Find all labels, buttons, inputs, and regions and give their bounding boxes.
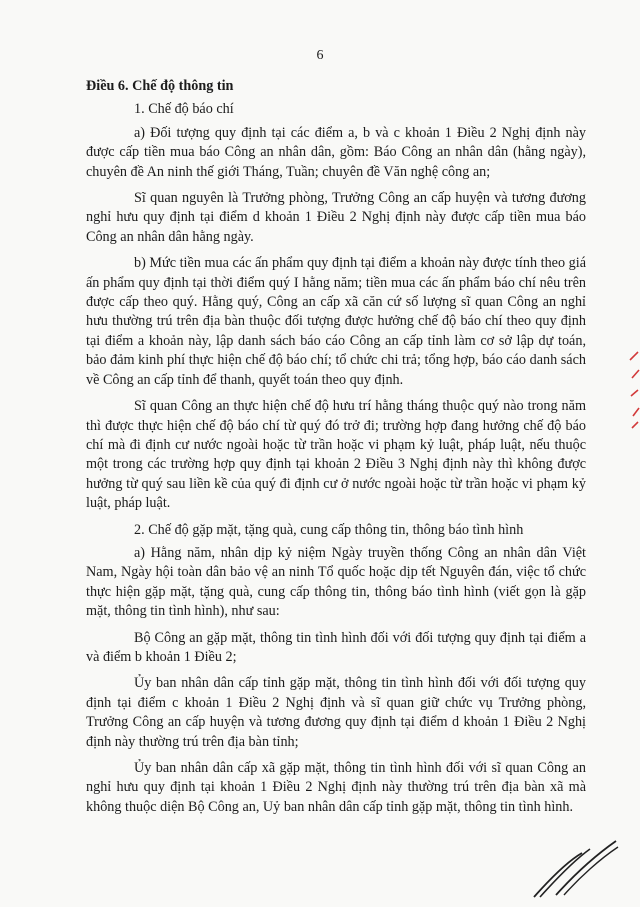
paragraph: Sĩ quan nguyên là Trưởng phòng, Trưởng Công an cấp huyện và tương đương nghỉ hưu quy định tại điểm d khoản 1 Điều 2 Nghị định này được cấp tiền mua báo Công an nhân dân hằng ngày. xyxy=(86,190,586,245)
paragraph: a) Hằng năm, nhân dịp kỷ niệm Ngày truyền thống Công an nhân dân Việt Nam, Ngày hội toàn dân bảo vệ an ninh Tổ quốc hoặc dịp tết Nguyên đán, việc tổ chức thực hiện gặp mặt, tặng quà, cung cấp thông tin, thông báo tình hình (viết gọn là gặp mặt, thông tin tình hình), như sau: xyxy=(86,544,586,620)
paragraph: a) Đối tượng quy định tại các điểm a, b và c khoản 1 Điều 2 Nghị định này được cấp tiền mua báo Công an nhân dân, gồm: Báo Công an nhân dân (hằng ngày), chuyên đề An ninh thế giới Tháng, Tuần; chuyên đề Văn nghệ công an; xyxy=(86,124,586,180)
paragraph: Ủy ban nhân dân cấp xã gặp mặt, thông tin tình hình đối với sĩ quan Công an nghỉ hưu quy định tại khoản 1 Điều 2 Nghị định này thường trú trên địa bàn xã mà không thuộc diện Bộ Công an, Uỷ ban nhân dân cấp tỉnh gặp mặt, thông tin tình hình. xyxy=(86,760,586,815)
section-heading: 2. Chế độ gặp mặt, tặng quà, cung cấp thông tin, thông báo tình hình xyxy=(134,521,524,538)
red-stamp-edge-mark xyxy=(626,350,640,430)
paragraph: Sĩ quan Công an thực hiện chế độ hưu trí hằng tháng thuộc quý nào trong năm thì được thực hiện chế độ báo chí từ quý đó trở đi; trường hợp đang hưởng chế độ báo chí mà đi định cư nước ngoài hoặc từ trần hoặc vi phạm kỷ luật, pháp luật, nếu thuộc một trong các trường hợp quy định tại khoản 2 Điều 3 Nghị định này thì không được hưởng từ quý sau liền kề của quý đi định cư ở nước ngoài hoặc từ trần hoặc vi phạm kỷ luật, pháp luật. xyxy=(86,398,586,512)
document-body xyxy=(86,77,586,824)
page-number: 6 xyxy=(316,48,324,63)
paragraph: Ủy ban nhân dân cấp tỉnh gặp mặt, thông tin tình hình đối với đối tượng quy định tại điểm c khoản 1 Điều 2 Nghị định và sĩ quan giữ chức vụ Trưởng phòng, Trưởng Công an cấp huyện và tương đương quy định tại điểm d khoản 1 Điều 2 Nghị định này thường trú trên địa bàn tỉnh; xyxy=(86,675,586,750)
signature-initials xyxy=(530,839,620,899)
paragraph: b) Mức tiền mua các ấn phẩm quy định tại điểm a khoản này được tính theo giá ấn phẩm quy định tại thời điểm quý I hằng năm; tiền mua các ấn phẩm báo chí nêu trên được cấp theo quý. Hằng quý, Công an cấp xã căn cứ số lượng sĩ quan Công an nghỉ hưu thường trú trên địa bàn thuộc đối tượng được hưởng chế độ báo chí theo quy định tại điểm a khoản này, lập danh sách báo cáo Công an cấp tỉnh làm cơ sở lập dự toán, bảo đảm kinh phí thực hiện chế độ báo chí; tổ chức chi trả; tổng hợp, báo cáo danh sách về Công an cấp tỉnh để thanh, quyết toán theo quy định. xyxy=(86,255,586,388)
section-heading: 1. Chế độ báo chí xyxy=(134,101,234,118)
paragraph: Bộ Công an gặp mặt, thông tin tình hình đối với đối tượng quy định tại điểm a và điểm b khoản 1 Điều 2; xyxy=(86,629,586,665)
article-title: Điều 6. Chế độ thông tin xyxy=(86,78,234,94)
